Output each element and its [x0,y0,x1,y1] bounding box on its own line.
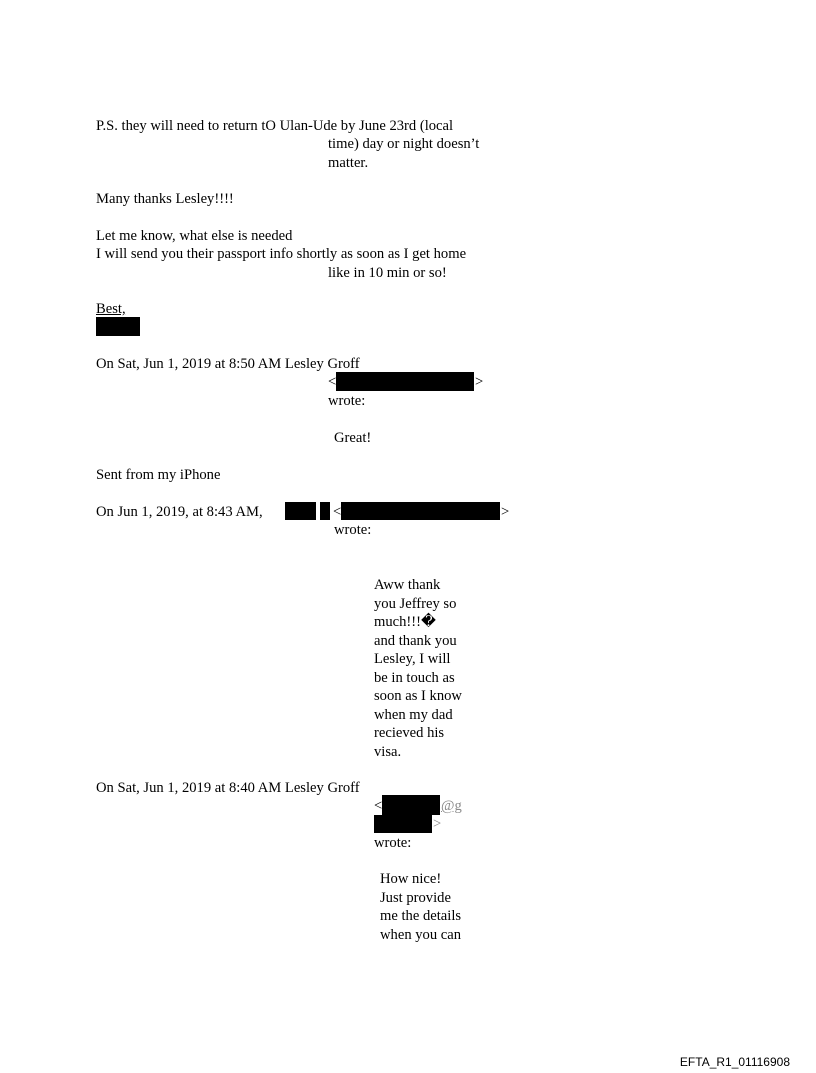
email-open-bracket: < [333,504,342,520]
message-line: when my dad [374,706,453,723]
email-domain-fragment: @g [441,798,462,814]
reply-header-3: On Sat, Jun 1, 2019 at 8:40 AM Lesley Groff [96,780,360,796]
sent-from-line: Sent from my iPhone [96,467,221,483]
wrote-label-1: wrote: [328,393,366,409]
reply-header-1: On Sat, Jun 1, 2019 at 8:50 AM Lesley Groff [96,356,360,372]
redaction-email [341,502,500,520]
message-line: Just provide [380,889,451,906]
wrote-label-3: wrote: [374,835,412,851]
message-line: recieved his [374,725,445,741]
followup-line-1: Let me know, what else is needed [96,228,293,244]
redaction-email-user [382,795,440,815]
email-open-bracket: < [374,798,383,814]
reply-great: Great! [334,430,372,446]
message-line: you Jeffrey so [374,595,457,612]
wrote-label-2: wrote: [334,522,372,538]
thanks-line: Many thanks Lesley!!!! [96,191,234,207]
message-line: and thank you [374,632,457,649]
email-close-bracket: > [475,374,484,390]
message-aww [374,576,462,761]
message-line: when you can [380,926,462,943]
email-line-1 [328,373,488,391]
redaction-email-domain [374,815,432,833]
message-line: visa. [374,743,402,760]
ps-line-3: matter. [328,155,369,171]
message-line: be in touch as [374,669,455,686]
redaction-sender-name [285,502,316,520]
message-line: Aww thank [374,577,441,593]
redaction-signature [96,317,140,336]
signoff: Best, [96,301,126,317]
followup-line-3: like in 10 min or so! [328,265,447,281]
message-line: soon as I know [374,688,462,704]
ps-line-1: P.S. they will need to return tO Ulan-Ude by June 23rd (local [96,118,454,134]
redaction-sender-initial [320,502,330,520]
document-id-footer: EFTA_R1_01116908 [679,1055,790,1069]
email-close-bracket: > [433,816,442,832]
email-close-bracket: > [501,504,510,520]
reply-header-2: On Jun 1, 2019, at 8:43 AM, [96,504,263,520]
redaction-email [336,372,474,391]
email-open-bracket: < [328,374,337,390]
message-nice [380,870,461,944]
message-line: much!!!� [374,614,436,630]
followup-line-2: I will send you their passport info shortly as soon as I get home [96,246,467,262]
message-line: Lesley, I will [374,651,451,667]
ps-line-2: time) day or night doesn’t [328,136,480,152]
message-line: How nice! [380,871,442,887]
message-line: me the details [380,908,462,924]
